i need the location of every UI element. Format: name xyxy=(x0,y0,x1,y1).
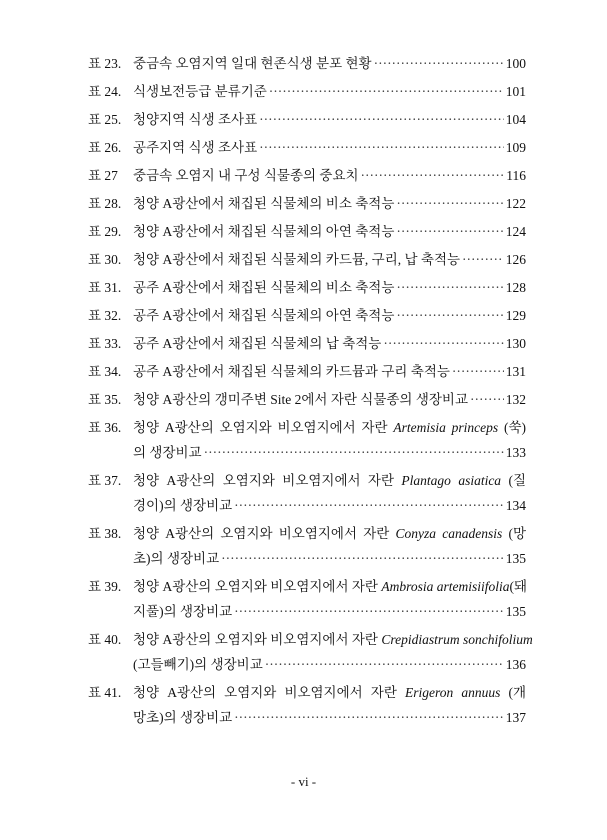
species-name: Conyza canadensis xyxy=(395,526,503,541)
dot-leader xyxy=(396,222,503,242)
entry-line xyxy=(133,138,526,158)
entry-label: 표 37. xyxy=(88,473,122,488)
entry-body xyxy=(133,54,526,82)
entry-title: 중금속 오염지역 일대 현존식생 분포 현황 xyxy=(133,56,372,71)
entry-label: 표 26. xyxy=(88,140,122,155)
entry-line-2 xyxy=(133,549,526,569)
dot-leader xyxy=(396,278,503,298)
entry-title: 공주지역 식생 조사표 xyxy=(133,140,258,155)
entry-body xyxy=(133,194,526,222)
entry-line-2 xyxy=(133,496,526,516)
entry-title: 공주 A광산에서 채집된 식물체의 비소 축적능 xyxy=(133,280,395,295)
entry-page: 101 xyxy=(505,84,526,99)
entry-body xyxy=(133,524,526,577)
toc-entry[interactable] xyxy=(88,418,526,471)
toc-entry[interactable] xyxy=(88,110,526,138)
entry-line xyxy=(133,390,526,410)
species-name: Crepidiastrum sonchifolium xyxy=(381,632,533,647)
dot-leader xyxy=(204,443,504,463)
entry-title-start: 청양 A광산의 오염지와 비오염지에서 자란 xyxy=(133,473,402,488)
entry-label: 표 33. xyxy=(88,336,122,351)
entry-page: 100 xyxy=(505,56,526,71)
entry-page: 126 xyxy=(505,252,526,267)
entry-label: 표 34. xyxy=(88,364,122,379)
entry-line-1 xyxy=(133,630,533,650)
entry-line xyxy=(133,278,526,298)
dot-leader xyxy=(396,306,503,326)
entry-body xyxy=(133,630,533,683)
toc-entry[interactable] xyxy=(88,194,526,222)
entry-line-2 xyxy=(133,708,526,728)
dot-leader xyxy=(259,138,504,158)
entry-body xyxy=(133,334,526,362)
entry-label: 표 27 xyxy=(88,168,118,183)
dot-leader xyxy=(452,362,504,382)
entry-title: 청양지역 식생 조사표 xyxy=(133,112,258,127)
entry-page: 128 xyxy=(505,280,526,295)
entry-title: 식생보전등급 분류기준 xyxy=(133,84,267,99)
toc-entry[interactable] xyxy=(88,630,533,683)
entry-title-korean-name: (돼 xyxy=(509,579,528,594)
entry-label: 표 32. xyxy=(88,308,122,323)
toc-entry[interactable] xyxy=(88,334,526,362)
entry-title-korean-name: (망 xyxy=(502,526,527,541)
entry-title: 공주 A광산에서 채집된 식물체의 납 축적능 xyxy=(133,336,382,351)
entry-line-1 xyxy=(133,471,526,491)
entry-label: 표 30. xyxy=(88,252,122,267)
dot-leader xyxy=(361,166,505,186)
entry-body xyxy=(133,306,526,334)
toc-entry[interactable] xyxy=(88,166,526,194)
entry-label: 표 35. xyxy=(88,392,122,407)
entry-line xyxy=(133,110,526,130)
entry-line-1 xyxy=(133,418,526,438)
entry-page: 131 xyxy=(505,364,526,379)
entry-label: 표 40. xyxy=(88,632,122,647)
toc-entry[interactable] xyxy=(88,138,526,166)
entry-title: 청양 A광산에서 채집된 식물체의 비소 축적능 xyxy=(133,196,395,211)
entry-title: 공주 A광산에서 채집된 식물체의 카드뮴과 구리 축적능 xyxy=(133,364,450,379)
entry-line xyxy=(133,334,526,354)
toc-entry[interactable] xyxy=(88,54,526,82)
entry-page: 130 xyxy=(505,336,526,351)
entry-body xyxy=(133,166,526,194)
entry-line-2 xyxy=(133,655,526,675)
entry-page: 132 xyxy=(505,392,526,407)
entry-title-korean-name: (쑥) xyxy=(498,420,526,435)
entry-body xyxy=(133,110,526,138)
entry-body xyxy=(133,138,526,166)
entry-title-end: 경이)의 생장비교 xyxy=(133,498,233,513)
entry-title-korean-name: (개 xyxy=(500,685,526,700)
dot-leader xyxy=(265,655,504,675)
entry-title-korean-name: (질 xyxy=(501,473,526,488)
dot-leader xyxy=(470,390,504,410)
dot-leader xyxy=(221,549,504,569)
entry-title-start: 청양 A광산의 오염지와 비오염지에서 자란 xyxy=(133,632,382,647)
entry-title-end: (고들빼기)의 생장비교 xyxy=(133,657,263,672)
dot-leader xyxy=(383,334,503,354)
entry-page: 137 xyxy=(505,710,526,725)
entry-page: 109 xyxy=(505,140,526,155)
toc-entry[interactable] xyxy=(88,362,526,390)
entry-label: 표 38. xyxy=(88,526,122,541)
dot-leader xyxy=(259,110,504,130)
dot-leader xyxy=(374,54,504,74)
toc-entry[interactable] xyxy=(88,683,526,736)
entry-title-start: 청양 A광산의 오염지와 비오염지에서 자란 xyxy=(133,579,382,594)
entry-page: 136 xyxy=(505,657,526,672)
entry-page: 133 xyxy=(505,445,526,460)
page-number: - vi - xyxy=(290,774,317,789)
species-name: Ambrosia artemisiifolia xyxy=(381,579,510,594)
entry-line-1 xyxy=(133,524,526,544)
entry-label: 표 25. xyxy=(88,112,122,127)
entry-page: 116 xyxy=(506,168,526,183)
entry-line xyxy=(133,306,526,326)
entry-line xyxy=(133,82,526,102)
entry-label: 표 41. xyxy=(88,685,122,700)
entry-title-start: 청양 A광산의 오염지와 비오염지에서 자란 xyxy=(133,526,396,541)
entry-label: 표 29. xyxy=(88,224,122,239)
entry-title: 청양 A광산에서 채집된 식물체의 아연 축적능 xyxy=(133,224,395,239)
entry-title: 공주 A광산에서 채집된 식물체의 아연 축적능 xyxy=(133,308,395,323)
entry-label: 표 31. xyxy=(88,280,122,295)
toc-entry[interactable] xyxy=(88,82,526,110)
entry-label: 표 23. xyxy=(88,56,122,71)
entry-body xyxy=(133,471,526,524)
entry-page: 104 xyxy=(505,112,526,127)
entry-page: 122 xyxy=(505,196,526,211)
dot-leader xyxy=(234,602,504,622)
entry-title-end: 망초)의 생장비교 xyxy=(133,710,233,725)
toc-entry[interactable] xyxy=(88,222,526,250)
entry-body xyxy=(133,222,526,250)
entry-page: 134 xyxy=(505,498,526,513)
entry-page: 135 xyxy=(505,551,526,566)
entry-body xyxy=(133,418,526,471)
entry-line-1 xyxy=(133,577,526,597)
entry-line xyxy=(133,250,526,270)
entry-title: 중금속 오염지 내 구성 식물종의 중요치 xyxy=(133,168,359,183)
species-name: Erigeron annuus xyxy=(404,685,501,700)
entry-title-end: 초)의 생장비교 xyxy=(133,551,220,566)
entry-line-1 xyxy=(133,683,526,703)
toc-entry[interactable] xyxy=(88,250,526,278)
toc-entry[interactable] xyxy=(88,471,526,524)
entry-label: 표 28. xyxy=(88,196,122,211)
species-name: Plantago asiatica xyxy=(401,473,502,488)
dot-leader xyxy=(462,250,504,270)
toc-entry[interactable] xyxy=(88,278,526,306)
entry-label: 표 39. xyxy=(88,579,122,594)
entry-title: 청양 A광산의 갱미주변 Site 2에서 자란 식물종의 생장비교 xyxy=(133,392,468,407)
toc-entry[interactable] xyxy=(88,577,526,630)
table-of-tables-list xyxy=(88,54,533,736)
entry-line xyxy=(133,362,526,382)
species-name: Artemisia princeps xyxy=(393,420,499,435)
entry-body xyxy=(133,683,526,736)
entry-title-end: 의 생장비교 xyxy=(133,445,202,460)
entry-body xyxy=(133,362,526,390)
entry-line xyxy=(133,54,526,74)
entry-body xyxy=(133,278,526,306)
entry-page: 135 xyxy=(505,604,526,619)
dot-leader xyxy=(234,496,504,516)
dot-leader xyxy=(269,82,504,102)
entry-page: 124 xyxy=(505,224,526,239)
entry-body xyxy=(133,390,526,418)
entry-title-end: 지풀)의 생장비교 xyxy=(133,604,233,619)
entry-body xyxy=(133,577,526,630)
entry-title: 청양 A광산에서 채집된 식물체의 카드뮴, 구리, 납 축적능 xyxy=(133,252,461,267)
toc-entry[interactable] xyxy=(88,524,526,577)
entry-line-2 xyxy=(133,443,526,463)
entry-title-start: 청양 A광산의 오염지와 비오염지에서 자란 xyxy=(133,420,394,435)
entry-label: 표 24. xyxy=(88,84,122,99)
entry-line xyxy=(133,194,526,214)
toc-entry[interactable] xyxy=(88,390,526,418)
entry-title-start: 청양 A광산의 오염지와 비오염지에서 자란 xyxy=(133,685,405,700)
entry-body xyxy=(133,82,526,110)
dot-leader xyxy=(396,194,503,214)
toc-entry[interactable] xyxy=(88,306,526,334)
entry-label: 표 36. xyxy=(88,420,122,435)
entry-line-2 xyxy=(133,602,526,622)
entry-line xyxy=(133,166,526,186)
entry-page: 129 xyxy=(505,308,526,323)
dot-leader xyxy=(234,708,504,728)
entry-body xyxy=(133,250,526,278)
entry-line xyxy=(133,222,526,242)
